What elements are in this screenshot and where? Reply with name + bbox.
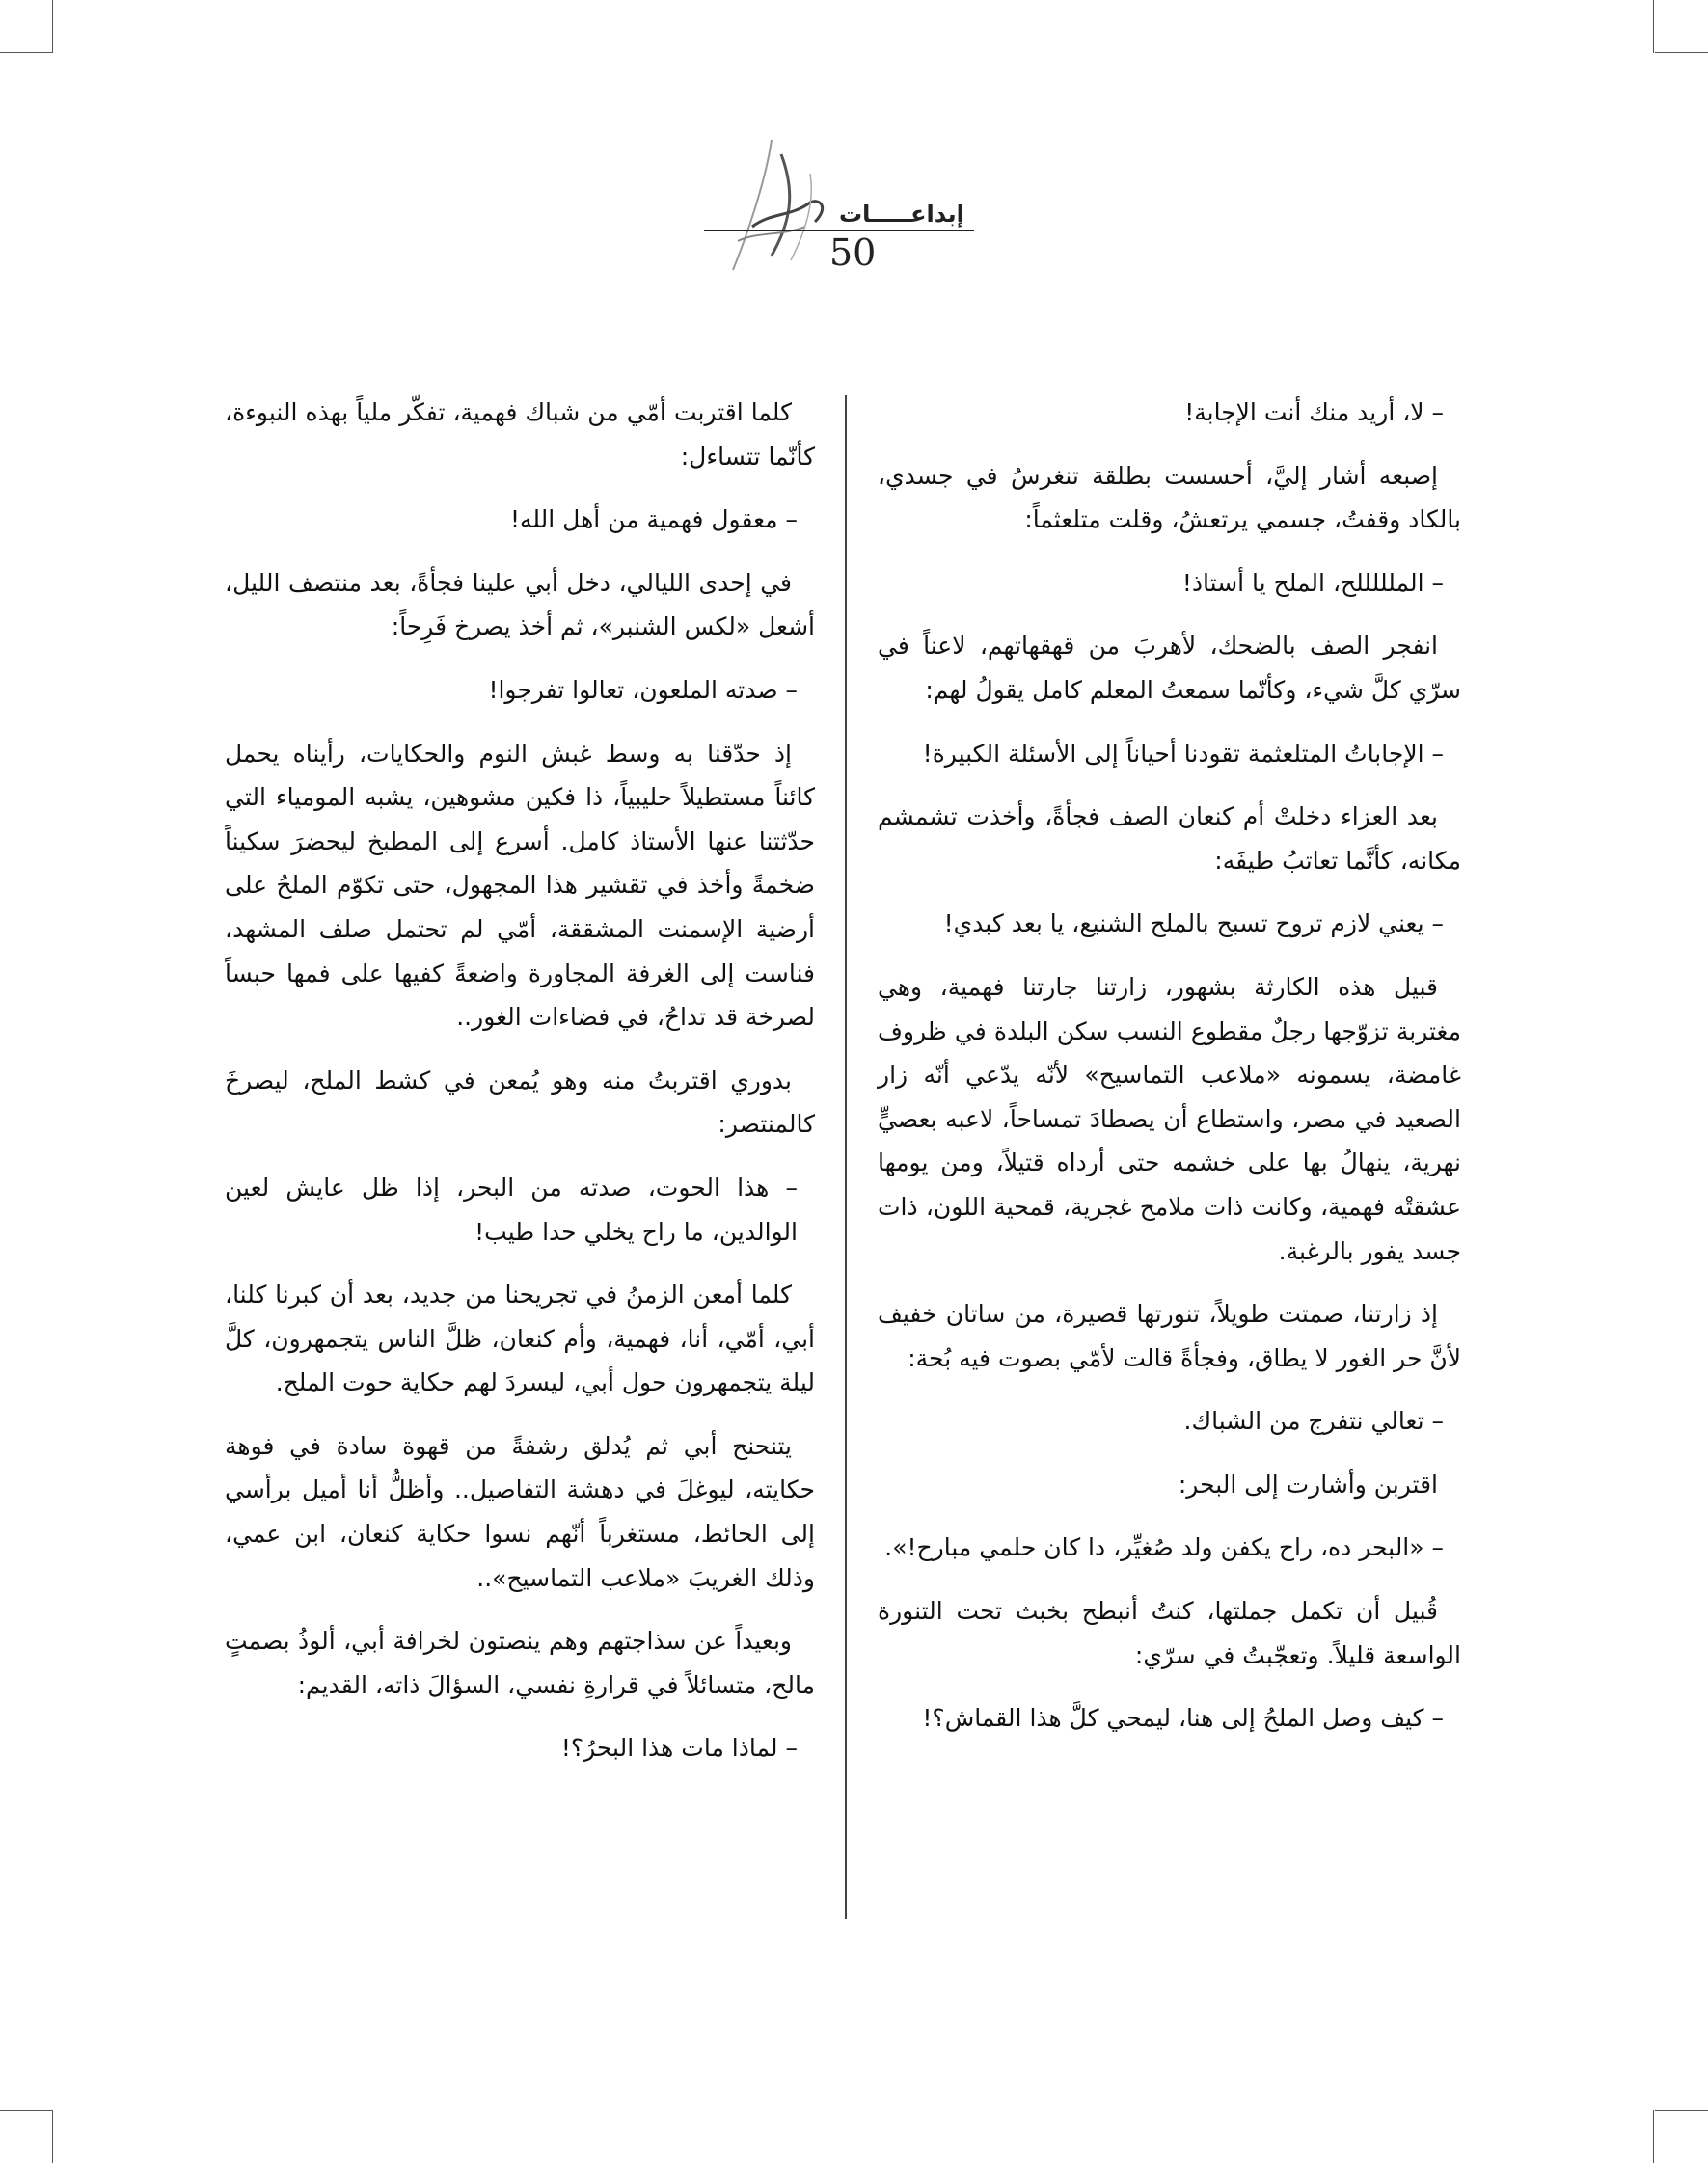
paragraph: كلما أمعن الزمنُ في تجريحنا من جديد، بعد أن كبرنا كلنا، أبي، أمّي، أنا، فهمية، وأم كنعان، ظلَّ الناس يتجمهرون، كلَّ ليلة يتجمهرون حول أبي، ليسردَ لهم حكاية حوت الملح. (225, 1281, 815, 1397)
crop-mark (1653, 0, 1654, 53)
crop-mark (0, 2110, 53, 2111)
paragraph: انفجر الصف بالضحك، لأهربَ من قهقهاتهم، لاعناً في سرّي كلَّ شيء، وكأنّما سمعتُ المعلم كامل يقولُ لهم: (878, 632, 1461, 704)
paragraph: وبعيداً عن سذاجتهم وهم ينصتون لخرافة أبي، ألوذُ بصمتٍ مالح، متسائلاً في قرارةِ نفسي، السؤالَ ذاته، القديم: (225, 1627, 815, 1699)
paragraph: – صدته الملعون، تعالوا تفرجوا! (488, 675, 798, 704)
page-number: 50 (829, 231, 877, 274)
calligraphy-logo-icon (714, 135, 849, 280)
paragraph: إذ حدّقنا به وسط غبش النوم والحكايات، رأيناه يحمل كائناً مستطيلاً حليبياً، ذا فكين مشوهين، يشبه المومياء التي حدّثتنا عنها الأستاذ كامل. أسرع إلى المطبخ ليحضرَ سكيناً ضخمةً وأخذ في تقشير هذا المجهول، حتى تكوّم الملحُ على أرضية الإسمنت المشققة، أمّي لم تحتمل صلف المشهد، فناست إلى الغرفة المجاورة واضعةً كفيها على فمها حبساً لصرخة قد تداحُ، في فضاءات الغور.. (225, 739, 815, 1032)
paragraph: قُبيل أن تكمل جملتها، كنتُ أنبطح بخبث تحت التنورة الواسعة قليلاً. وتعجّبتُ في سرّي: (878, 1597, 1461, 1669)
right-text-column (878, 391, 1461, 1760)
paragraph: كلما اقتربت أمّي من شباك فهمية، تفكّر ملياً بهذه النبوءة، كأنّما تتساءل: (225, 398, 815, 471)
paragraph: – «البحر ده، راح يكفن ولد صُغيِّر، دا كان حلمي مبارح!». (884, 1533, 1444, 1562)
crop-mark (1655, 2110, 1708, 2111)
crop-mark (1655, 52, 1708, 53)
paragraph: – كيف وصل الملحُ إلى هنا، ليمحي كلَّ هذا القماش؟! (922, 1704, 1444, 1733)
crop-mark (1653, 2110, 1654, 2163)
paragraph: بدوري اقتربتُ منه وهو يُمعن في كشط الملح، ليصرخَ كالمنتصر: (225, 1066, 815, 1139)
paragraph: – الإجاباتُ المتلعثمة تقودنا أحياناً إلى الأسئلة الكبيرة! (922, 739, 1444, 768)
paragraph: إصبعه أشار إليَّ، أحسست بطلقة تنغرسُ في جسدي، بالكاد وقفتُ، جسمي يرتعشُ، وقلت متلعثماً: (878, 461, 1461, 534)
paragraph: إذ زارتنا، صمتت طويلاً، تنورتها قصيرة، من ساتان خفيف لأنَّ حر الغور لا يطاق، وفجأةً قالت لأمّي بصوت فيه بُحة: (878, 1300, 1461, 1372)
paragraph: في إحدى الليالي، دخل أبي علينا فجأةً، بعد منتصف الليل، أشعل «لكس الشنبر»، ثم أخذ يصرخ فَرِحاً: (225, 568, 815, 641)
paragraph: قبيل هذه الكارثة بشهور، زارتنا جارتنا فهمية، وهي مغتربة تزوّجها رجلٌ مقطوع النسب سكن البلدة في ظروف غامضة، يسمونه «ملاعب التماسيح» لأنّه يدّعي أنّه زار الصعيد في مصر، واستطاع أن يصطادَ تمساحاً، لاعبه بعصيٍّ نهرية، ينهالُ بها على خشمه حتى أرداه قتيلاً، ومن يومها عشقتْه فهمية، وكانت ذات ملامح غجرية، قمحية اللون، ذات جسد يفور بالرغبة. (878, 972, 1461, 1265)
page-header (694, 135, 984, 289)
paragraph: – هذا الحوت، صدته من البحر، إذا ظل عايش لعين الوالدين، ما راح يخلي حدا طيب! (225, 1173, 798, 1246)
paragraph: اقتربن وأشارت إلى البحر: (1178, 1470, 1438, 1499)
crop-mark (52, 2110, 53, 2163)
left-text-column (225, 391, 815, 1790)
column-divider (845, 395, 847, 1919)
crop-mark (52, 0, 53, 53)
paragraph: يتنحنح أبي ثم يُدلق رشفةً من قهوة سادة في فوهة حكايته، ليوغلَ في دهشة التفاصيل.. وأظلُّ أنا أميل برأسي إلى الحائط، مستغرباً أنّهم نسوا حكاية كنعان، ابن عمي، وذلك الغريبَ «ملاعب التماسيح».. (225, 1431, 815, 1592)
paragraph: بعد العزاء دخلتْ أم كنعان الصف فجأةً، وأخذت تشمشم مكانه، كأنَّما تعاتبُ طيفَه: (878, 802, 1461, 875)
paragraph: – لا، أريد منك أنت الإجابة! (1184, 398, 1444, 426)
paragraph: – تعالي نتفرج من الشباك. (1183, 1407, 1444, 1436)
paragraph: – معقول فهمية من أهل الله! (509, 505, 798, 534)
paragraph: – لماذا مات هذا البحرُ؟! (560, 1734, 798, 1763)
section-title: إبداعـــــات (839, 201, 964, 228)
paragraph: – الملللللح، الملح يا أستاذ! (1181, 568, 1444, 597)
paragraph: – يعني لازم تروح تسبح بالملح الشنيع، يا بعد كبدي! (943, 909, 1444, 938)
crop-mark (0, 52, 53, 53)
